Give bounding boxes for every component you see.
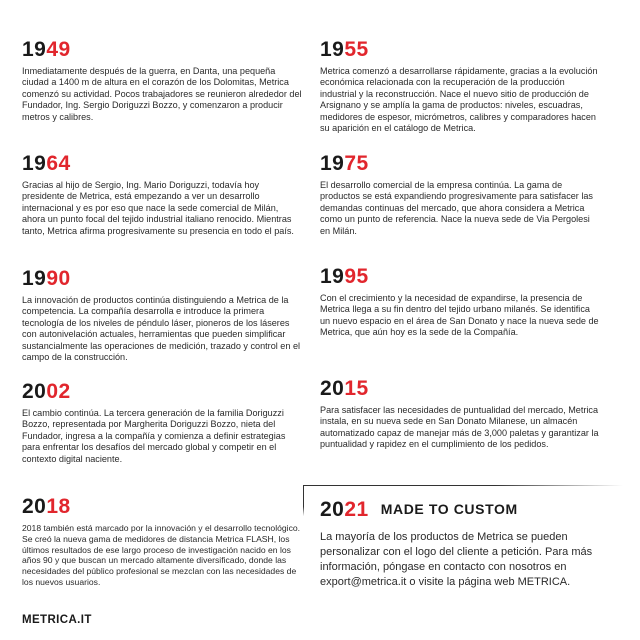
timeline-entry-1949 [22,38,302,123]
timeline-text: Metrica comenzó a desarrollarse rápidamente, gracias a la evolución económica relacionada con la recuperación de la producción industrial y la reconstrucción. Nace el nuevo sitio de producción de Arsignano y se amplía la gama de productos: niveles, escuadras, medidores de espesor, micrómetros, calibres y comparadores hacen su aparición en el catálogo de Metrica. [320,66,598,134]
timeline-text: Con el crecimiento y la necesidad de expandirse, la presencia de Metrica llega a su fin dentro del tejido urbano milanés. Se identifica un nuevo espacio en el área de San Donato y nace la nueva sede de Metrica, que aún hoy es la sede de la Compañía. [320,293,599,338]
timeline-entry-1964 [22,152,302,237]
year-prefix: 19 [320,152,345,175]
year-suffix: 15 [344,377,369,400]
timeline-text: Gracias al hijo de Sergio, Ing. Mario Doriguzzi, todavía hoy presidente de Metrica, está empezando a ver un desarrollo internacional y es por eso que nace la sede comercial de Milán, ahora un punto focal del tejido industrial italiano renocido. Mientras tanto, Metrica afirma progresivamente su presencia en todo el país. [22,180,294,236]
timeline-entry-2021 [320,497,625,590]
timeline-text: La innovación de productos continúa distinguiendo a Metrica de la competencia. La compañía desarrolla e introduce la primera tecnología de los niveles de péndulo láser, pioneros de los láseres con autonivelación actuales, herramientas que pueden simplificar sustancialmente las operaciones de medición, trazado y control en el campo de la construcción. [22,295,301,363]
timeline-text: Inmediatamente después de la guerra, en Danta, una pequeña ciudad a 1400 m de altura en el corazón de los Dolomitas, Metrica comenzó su actividad. Pocos trabajadores se reunieron alrededor del Fundador, Ing. Sergio Doriguzzi Bozzo, y comenzaron a producir metros y calibres. [22,66,302,122]
year-prefix: 19 [320,38,345,61]
timeline-year [320,377,600,401]
timeline-year [22,38,302,62]
year-suffix: 18 [46,495,71,518]
year-prefix: 20 [320,377,345,400]
footer-brand: METRICA.IT [22,614,92,626]
timeline-text: Para satisfacer las necesidades de puntualidad del mercado, Metrica instala, en su nueva sede en San Donato Milanese, un almacén automatizado capaz de manejar más de 3,000 paletas y garantizar la puntualidad y rapidez en el cumplimiento de los pedidos. [320,405,599,450]
timeline-year [320,265,600,289]
year-suffix: 75 [344,152,369,175]
custom-text: La mayoría de los productos de Metrica se pueden personalizar con el logo del cliente a petición. Para más información, póngase en contacto con nosotros en export@metrica.it o visite la página web METRICA. [320,531,593,588]
timeline-year [320,152,600,176]
timeline-year [22,495,302,519]
year-prefix: 20 [22,495,47,518]
timeline-year [22,152,302,176]
year-suffix: 95 [344,265,369,288]
year-suffix: 21 [344,498,369,521]
year-suffix: 90 [46,267,71,290]
year-prefix: 19 [22,152,47,175]
year-prefix: 19 [22,267,47,290]
year-prefix: 19 [320,265,345,288]
timeline-entry-2018 [22,495,302,588]
timeline-text: 2018 también está marcado por la innovación y el desarrollo tecnológico. Se creó la nueva gama de medidores de distancia Metrica FLASH, los últimos resultados de ese largo proceso de investigación nacido en los años 90 y que buscan un mercado altamente diversificado, donde las necesidades del público profesional se mezclan con las necesidades de los nuevos usuarios. [22,523,301,587]
timeline-text: El desarrollo comercial de la empresa continúa. La gama de productos se está expandiendo progresivamente para satisfacer las demandas continuas del mercado, que ahora considera a Metrica como un punto de referencia. Nace la nueva sede de Via Pergolesi en Milán. [320,180,593,236]
timeline-year [22,267,302,291]
timeline-text: El cambio continúa. La tercera generación de la familia Doriguzzi Bozzo, representada por Margherita Doriguzzi Bozzo, nieta del Fundador, ingresa a la compañía y comienza a definir estrategias para enfrentar los desafíos del mercado global y competir en el contexto digital naciente. [22,408,286,464]
timeline-year [320,38,600,62]
year-suffix: 55 [344,38,369,61]
year-suffix: 49 [46,38,71,61]
timeline-year [22,380,302,404]
corner-frame-fade [303,485,623,487]
year-prefix: 19 [22,38,47,61]
year-suffix: 02 [46,380,71,403]
made-to-custom-title: MADE TO CUSTOM [380,501,518,517]
timeline-entry-2015 [320,377,600,451]
timeline-year [320,497,625,522]
timeline-entry-1955 [320,38,600,134]
timeline-entry-1975 [320,152,600,237]
year-suffix: 64 [46,152,71,175]
timeline-entry-2002 [22,380,302,465]
year-prefix: 20 [320,498,345,521]
timeline-entry-1990 [22,267,302,363]
corner-frame-fade-vertical [302,485,305,605]
year-prefix: 20 [22,380,47,403]
timeline-entry-1995 [320,265,600,339]
